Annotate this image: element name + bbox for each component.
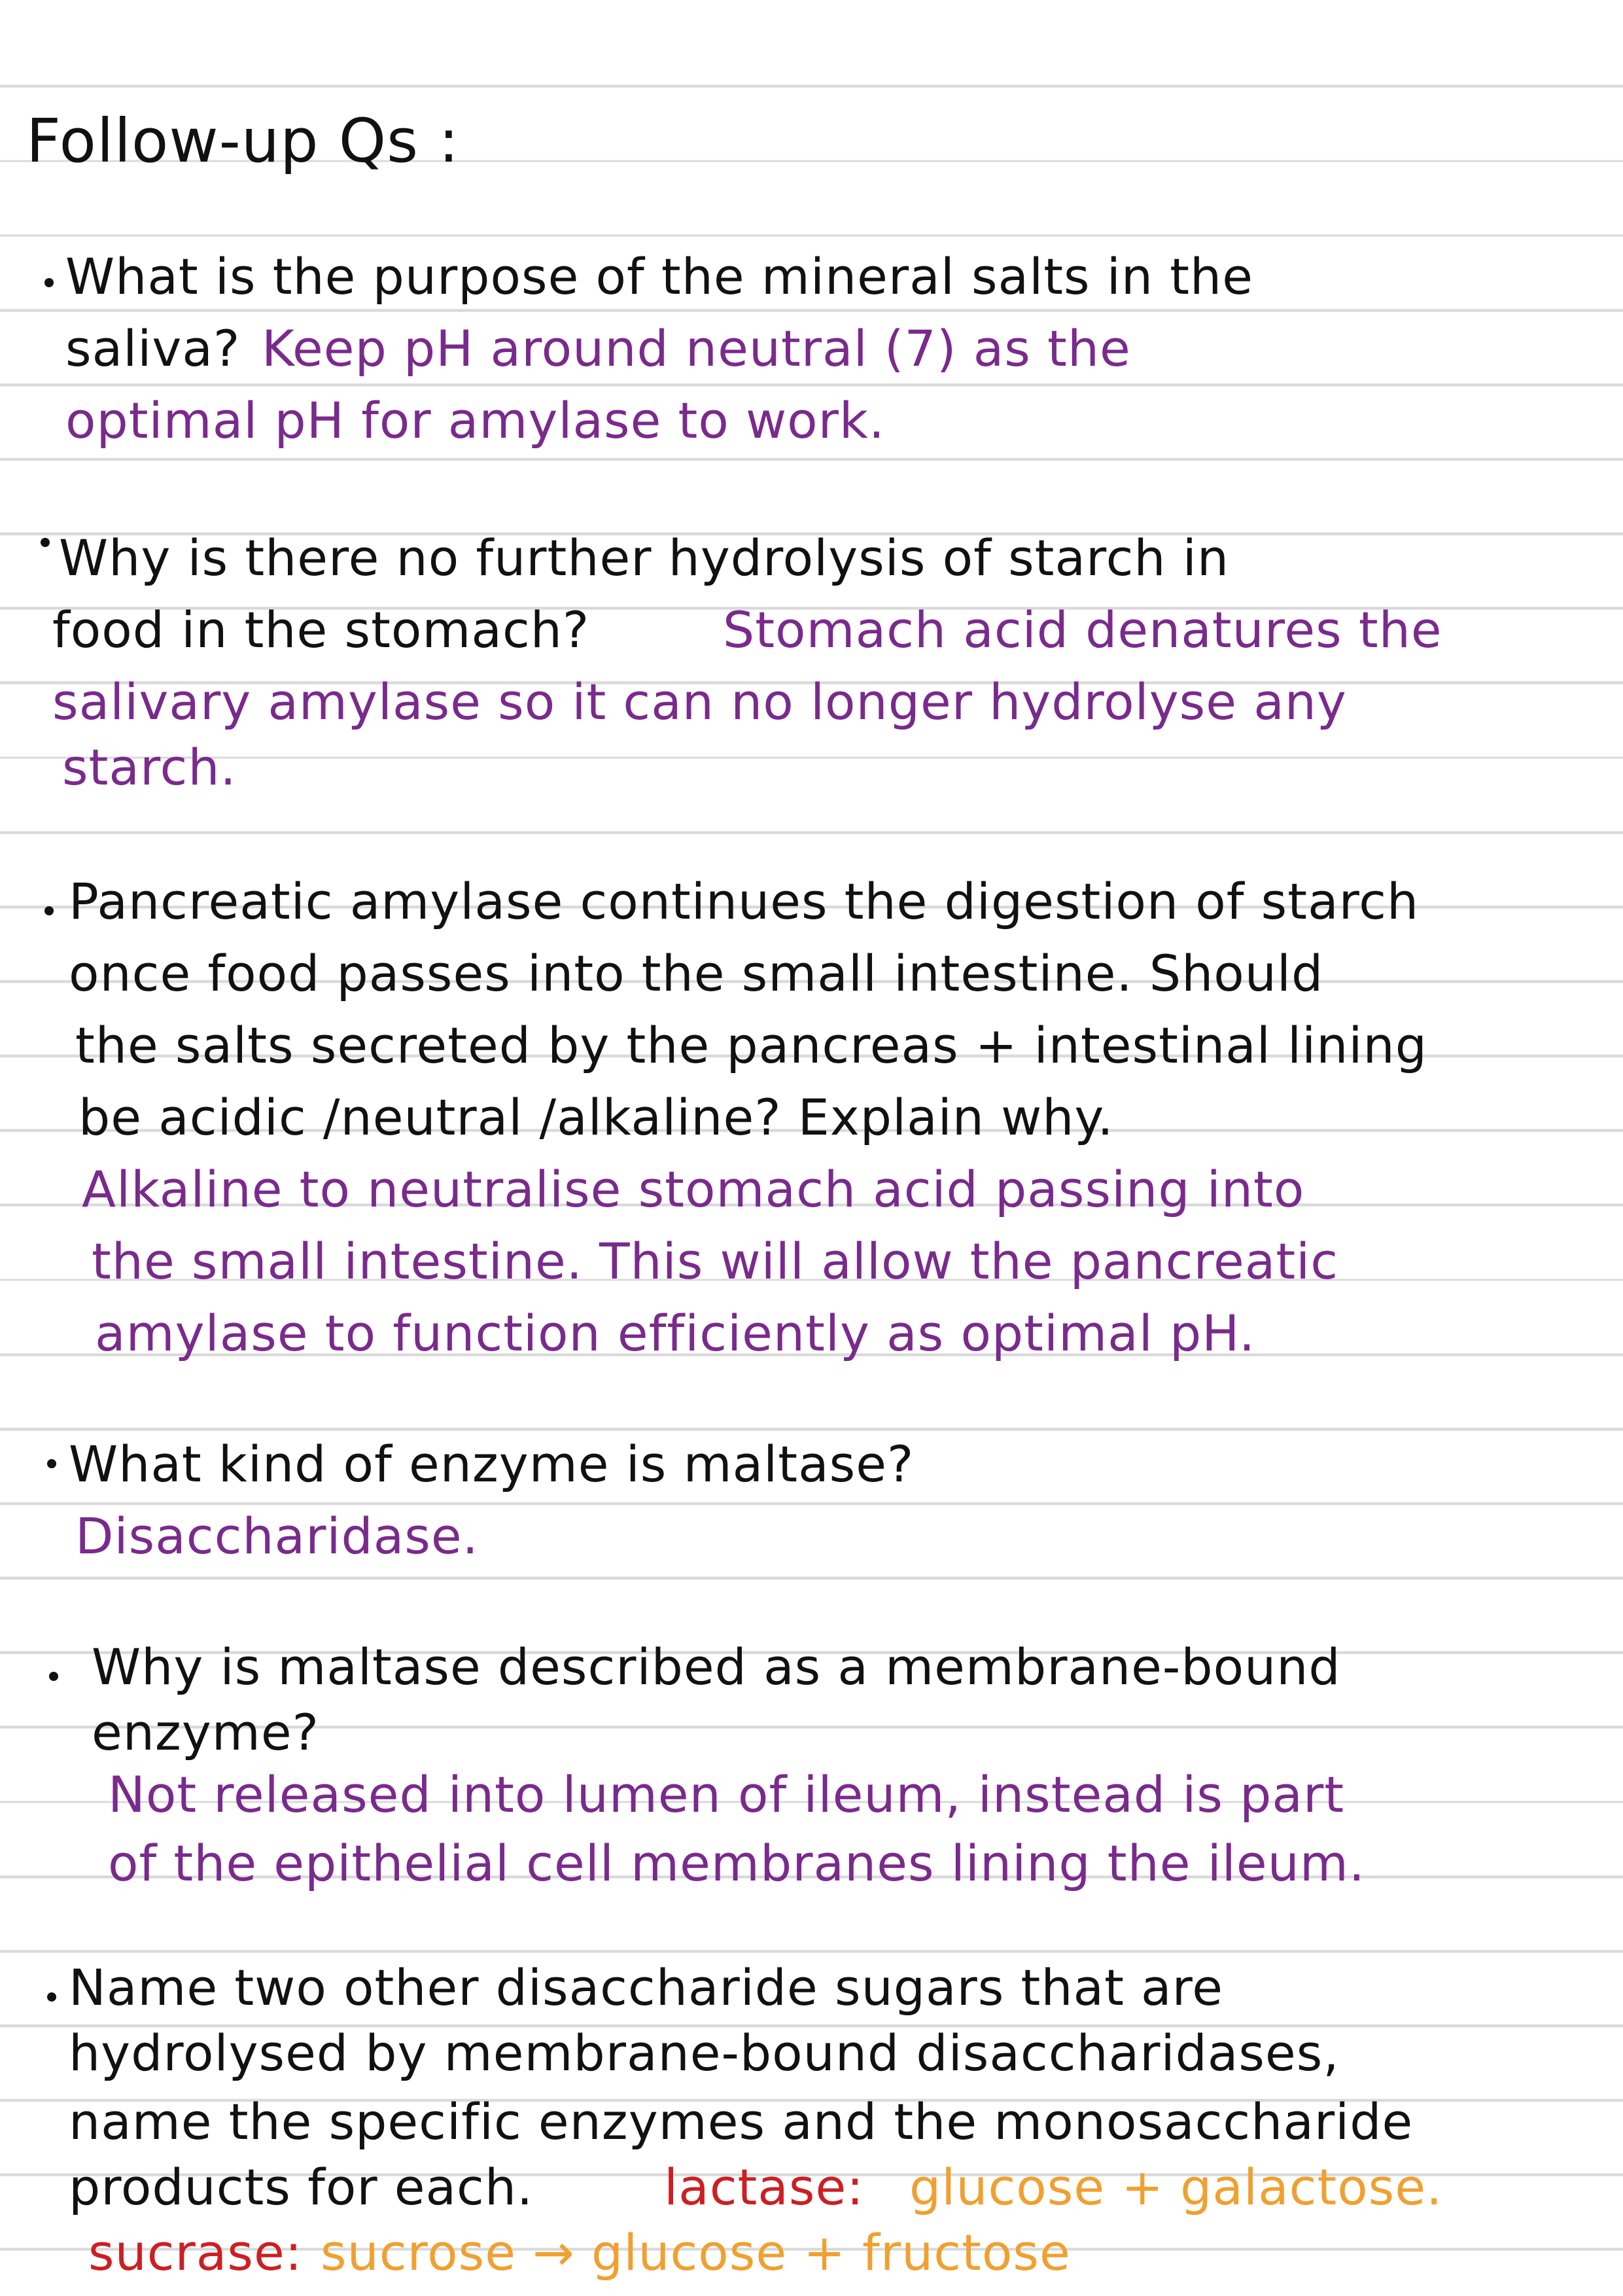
- answer-3-line-1: Alkaline to neutralise stomach acid passing into: [82, 1160, 1305, 1218]
- page-title: Follow-up Qs :: [26, 106, 460, 176]
- question-5-line-2: enzyme?: [92, 1703, 319, 1761]
- question-2-line-2: food in the stomach?: [52, 601, 590, 659]
- lactase-label: lactase:: [664, 2158, 864, 2216]
- lactase-products: glucose + galactose.: [909, 2158, 1443, 2216]
- answer-5-line-2: of the epithelial cell membranes lining the ileum.: [108, 1834, 1366, 1892]
- question-6-line-1: Name two other disaccharide sugars that are: [69, 1958, 1223, 2017]
- answer-2-line-2: starch.: [62, 738, 237, 796]
- question-6-line-3: name the specific enzymes and the monosaccharide: [69, 2093, 1414, 2151]
- question-6-line-2: hydrolysed by membrane-bound disaccharidases,: [69, 2024, 1340, 2082]
- question-6-line-4: products for each.: [69, 2158, 534, 2216]
- bullet-point: [47, 1459, 56, 1468]
- question-4-line-1: What kind of enzyme is maltase?: [69, 1435, 915, 1493]
- answer-1-line-1: optimal pH for amylase to work.: [65, 391, 886, 450]
- answer-4-line-1: Disaccharidase.: [75, 1507, 479, 1565]
- bullet-point: [49, 1672, 58, 1681]
- answer-1-inline: Keep pH around neutral (7) as the: [262, 319, 1131, 378]
- bullet-point: [41, 538, 50, 547]
- answer-2-line-1: salivary amylase so it can no longer hydrolyse any: [52, 673, 1347, 731]
- question-3-line-1: Pancreatic amylase continues the digestion of starch: [69, 872, 1420, 930]
- sucrase-products: sucrose → glucose + fructose: [321, 2223, 1071, 2282]
- bullet-point: [44, 278, 54, 287]
- question-5-line-1: Why is maltase described as a membrane-bound: [92, 1638, 1341, 1696]
- question-3-line-3: the salts secreted by the pancreas + intestinal lining: [75, 1016, 1427, 1074]
- bullet-point: [44, 906, 54, 915]
- sucrase-label: sucrase:: [88, 2223, 303, 2282]
- question-1-line-1: What is the purpose of the mineral salts in the: [65, 247, 1253, 306]
- question-3-line-4: be acidic /neutral /alkaline? Explain why.: [79, 1088, 1114, 1146]
- answer-3-line-2: the small intestine. This will allow the pancreatic: [92, 1232, 1339, 1290]
- question-3-line-2: once food passes into the small intestine. Should: [69, 944, 1324, 1002]
- question-2-line-1: Why is there no further hydrolysis of starch in: [59, 529, 1230, 587]
- bullet-point: [47, 1992, 56, 2002]
- answer-3-line-3: amylase to function efficiently as optimal pH.: [95, 1304, 1256, 1362]
- answer-2-inline: Stomach acid denatures the: [723, 601, 1442, 659]
- question-1-line-2: saliva?: [65, 319, 241, 378]
- answer-5-line-1: Not released into lumen of ileum, instead is part: [108, 1765, 1345, 1824]
